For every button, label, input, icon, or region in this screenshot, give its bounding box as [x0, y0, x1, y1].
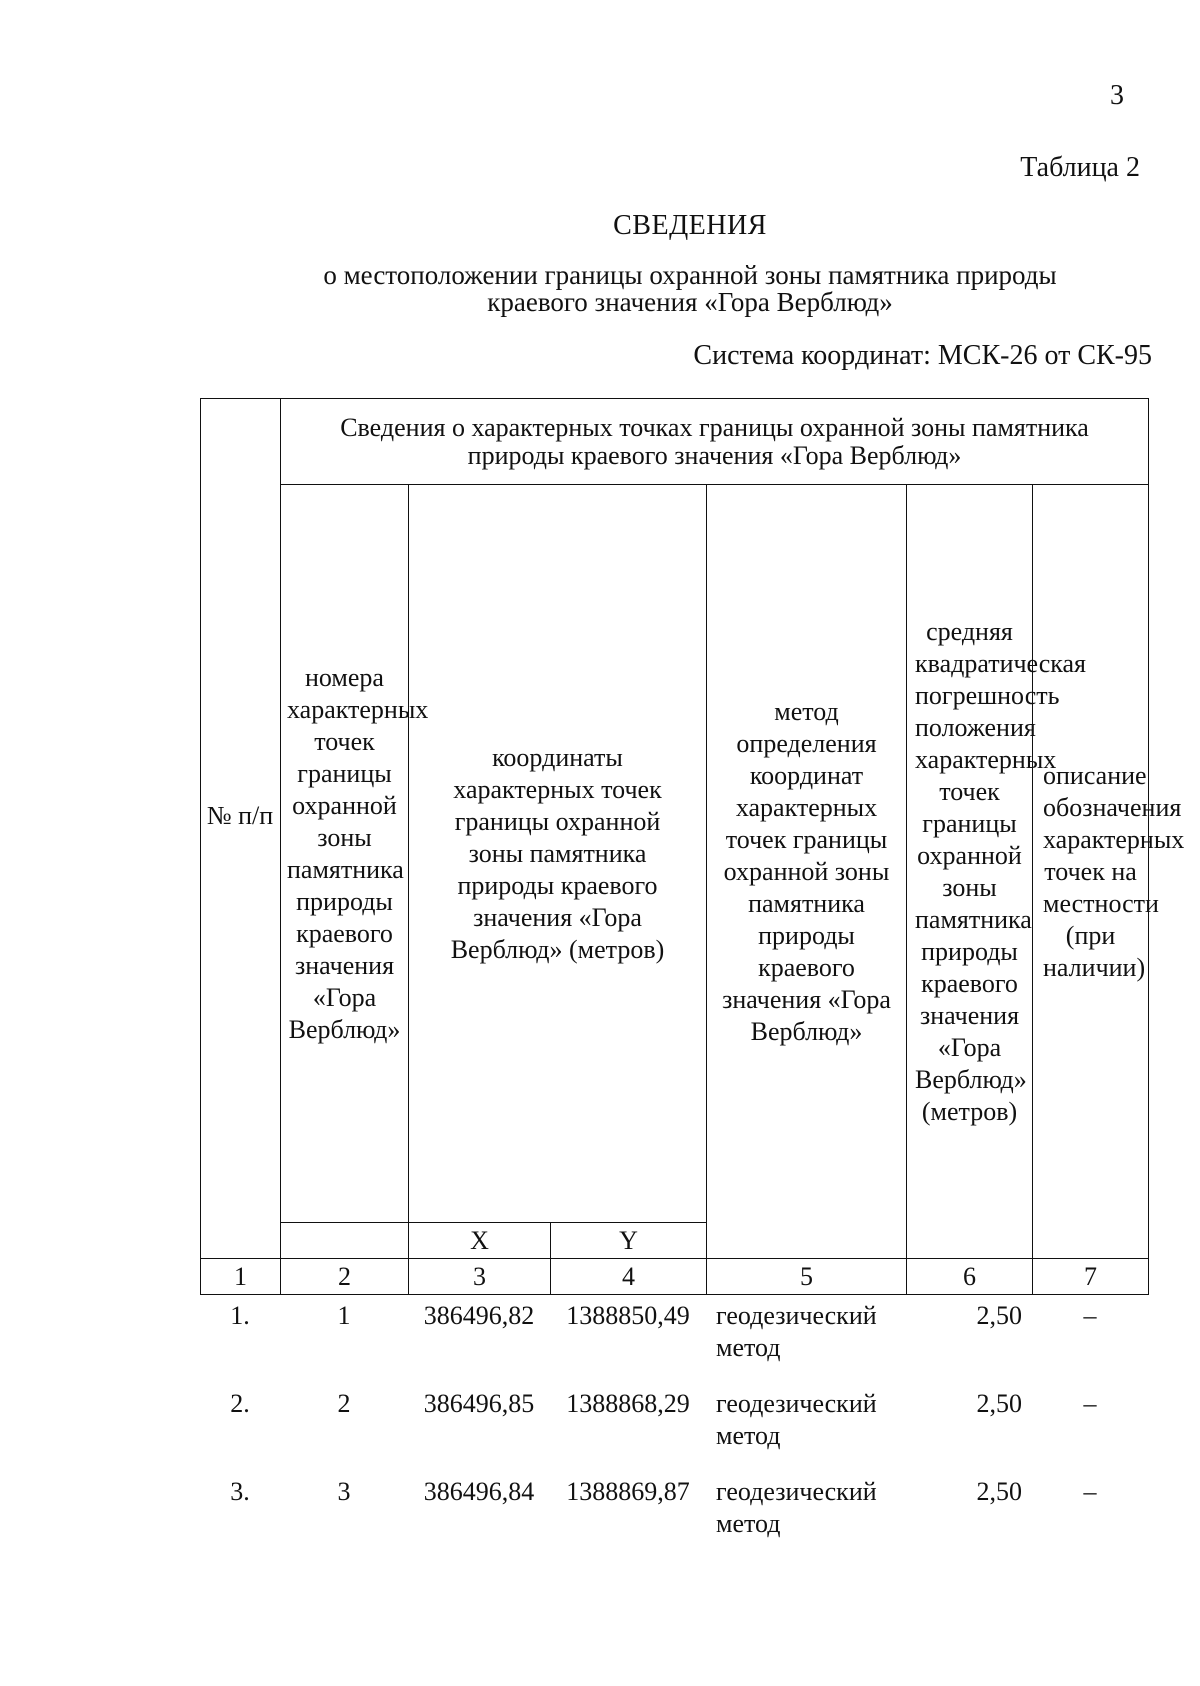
row-method: геодезический метод — [716, 1389, 877, 1450]
header-y: Y — [551, 1223, 707, 1259]
row-method: геодезический метод — [716, 1477, 877, 1538]
row-x: 386496,82 — [423, 1301, 535, 1330]
row-num: 2. — [230, 1389, 250, 1418]
row-num: 1. — [230, 1301, 250, 1330]
row-description: – — [1083, 1389, 1097, 1418]
column-number-1: 1 — [201, 1259, 281, 1295]
subtitle-line-1: о местоположении границы охранной зоны памятника природы — [323, 260, 1057, 290]
table-row — [200, 1388, 1148, 1476]
row-x: 386496,85 — [423, 1389, 535, 1418]
header-method: метод определения координат характерных точек границы охранной зоны памятника природы краевого значения «Гора Верблюд» — [707, 485, 907, 1259]
row-num: 3. — [230, 1477, 250, 1506]
row-error: 2,50 — [976, 1389, 1022, 1418]
row-x: 386496,84 — [423, 1477, 535, 1506]
document-subtitle — [240, 262, 1140, 316]
page-number: 3 — [1110, 80, 1124, 111]
header-error: средняя квадратическая погрешность положения характерных точек границы охранной зоны памятника природы краевого значения «Гора Верблюд» (метров) — [907, 485, 1033, 1259]
header-coordinates: координаты характерных точек границы охранной зоны памятника природы краевого значения «Гора Верблюд» (метров) — [409, 485, 707, 1223]
row-point: 1 — [337, 1301, 351, 1330]
table-row — [200, 1476, 1148, 1564]
row-y: 1388850,49 — [566, 1301, 690, 1330]
header-table — [200, 398, 1185, 1295]
row-description: – — [1083, 1477, 1097, 1506]
table-row — [200, 1300, 1148, 1388]
coordinate-system: Система координат: МСК-26 от СК-95 — [693, 340, 1152, 371]
header-point-numbers-cont — [281, 1223, 409, 1259]
row-method: геодезический метод — [716, 1301, 877, 1362]
row-error: 2,50 — [976, 1301, 1022, 1330]
header-point-numbers: номера характерных точек границы охранной зоны памятника природы краевого значения «Гора Верблюд» — [281, 485, 409, 1223]
subtitle-line-2: краевого значения «Гора Верблюд» — [487, 287, 893, 317]
table-label: Таблица 2 — [1020, 152, 1140, 183]
row-point: 3 — [337, 1477, 351, 1506]
column-number-2: 2 — [281, 1259, 409, 1295]
column-number-7: 7 — [1033, 1259, 1149, 1295]
document-title: СВЕДЕНИЯ — [613, 210, 767, 241]
row-point: 2 — [337, 1389, 351, 1418]
header-group: Сведения о характерных точках границы охранной зоны памятника природы краевого значения «Гора Верблюд» — [281, 399, 1149, 485]
column-number-6: 6 — [907, 1259, 1033, 1295]
header-description: описание обозначения характерных точек на местности (при наличии) — [1033, 485, 1149, 1259]
row-y: 1388868,29 — [566, 1389, 690, 1418]
column-number-5: 5 — [707, 1259, 907, 1295]
row-y: 1388869,87 — [566, 1477, 690, 1506]
header-x: X — [409, 1223, 551, 1259]
column-number-4: 4 — [551, 1259, 707, 1295]
header-num-label: № п/п — [206, 801, 274, 830]
row-error: 2,50 — [976, 1477, 1022, 1506]
column-number-3: 3 — [409, 1259, 551, 1295]
data-table — [200, 1300, 1148, 1564]
row-description: – — [1083, 1301, 1097, 1330]
